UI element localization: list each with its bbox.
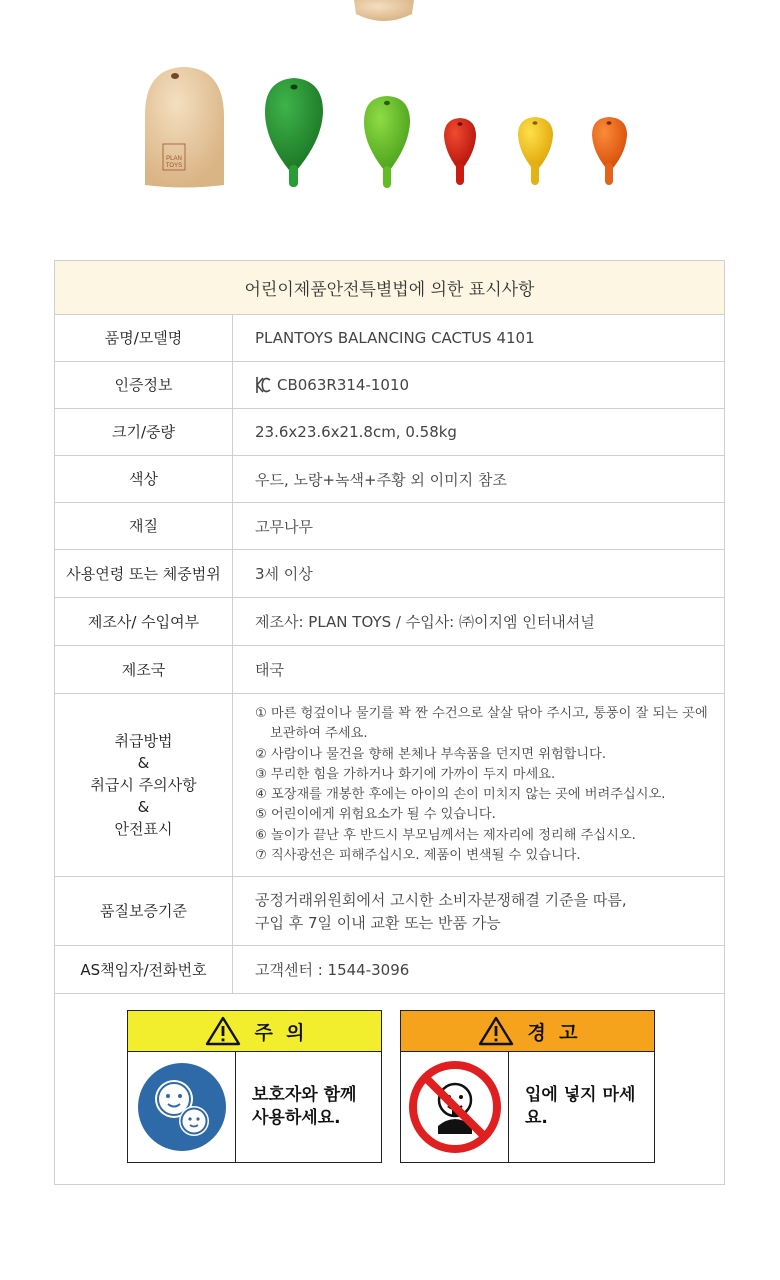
list-item: ④ 포장재를 개봉한 후에는 아이의 손이 미치지 않는 곳에 버려주십시오.	[255, 787, 666, 803]
table-row-as	[55, 946, 724, 994]
row-value: PLANTOYS BALANCING CACTUS 4101	[255, 329, 535, 347]
svg-text:TOYS: TOYS	[165, 163, 183, 169]
red-piece	[444, 118, 476, 185]
row-value: 우드, 노랑+녹색+주황 외 이미지 참조	[255, 470, 507, 489]
row-label: 취급방법 & 취급시 주의사항 & 안전표시	[55, 694, 233, 876]
row-label: 품질보증기준	[55, 877, 233, 945]
table-row-handling	[55, 694, 724, 877]
row-label: 인증정보	[55, 362, 233, 408]
row-label: 품명/모델명	[55, 315, 233, 361]
row-label: 제조국	[55, 646, 233, 693]
row-label: 재질	[55, 503, 233, 549]
row-label: 사용연령 또는 체중범위	[55, 550, 233, 597]
table-row-quality	[55, 877, 724, 946]
orange-piece	[592, 117, 627, 185]
table-title: 어린이제품안전특별법에 의한 표시사항	[55, 261, 724, 315]
row-value-line: 구입 후 7일 이내 교환 또는 반품 가능	[255, 914, 501, 932]
caution-text-line: 사용하세요.	[252, 1108, 341, 1128]
kc-certification-icon	[255, 376, 271, 394]
row-value-line: 공정거래위원회에서 고시한 소비자분쟁해결 기준을 따름,	[255, 891, 627, 909]
table-row-model	[55, 315, 724, 362]
row-value: 고무나무	[255, 517, 313, 536]
row-value: 3세 이상	[255, 565, 313, 583]
row-value: 23.6x23.6x21.8cm, 0.58kg	[255, 423, 457, 441]
row-label: AS책임자/전화번호	[55, 946, 233, 993]
warning-text-line: 입에 넣지 마세요.	[525, 1085, 636, 1128]
list-item: ③ 무리한 힘을 가하거나 화기에 가까이 두지 마세요.	[255, 766, 556, 782]
logo-stamp: PLAN	[166, 156, 182, 162]
no-mouthing-icon	[408, 1060, 502, 1154]
row-value: 고객센터 : 1544-3096	[255, 961, 410, 979]
warning-sign	[400, 1010, 655, 1163]
table-row-size	[55, 409, 724, 456]
guardian-with-child-icon	[136, 1061, 228, 1153]
yellow-piece	[518, 117, 553, 185]
row-value: CB063R314-1010	[277, 376, 410, 394]
warning-triangle-icon	[478, 1016, 514, 1046]
warning-triangle-icon	[205, 1016, 241, 1046]
wood-base-piece	[145, 67, 224, 188]
row-value: 태국	[255, 661, 284, 679]
warning-title: 경 고	[527, 1021, 578, 1044]
list-item: ⑥ 놀이가 끝난 후 반드시 부모님께서는 제자리에 정리해 주십시오.	[255, 827, 636, 843]
list-item: ① 마른 헝겊이나 물기를 꽉 짠 수건으로 살살 닦아 주시고, 통풍이 잘 되는 곳에 보관하여 주세요.	[255, 706, 708, 742]
product-pieces-illustration	[0, 0, 780, 230]
caution-sign	[127, 1010, 382, 1163]
safety-signs-area	[55, 994, 724, 1184]
row-value: 제조사: PLAN TOYS / 수입사: ㈜이지엠 인터내셔널	[255, 613, 595, 631]
table-row-color	[55, 456, 724, 503]
table-row-cert	[55, 362, 724, 409]
product-safety-info-table	[54, 260, 725, 1185]
row-label: 제조사/ 수입여부	[55, 598, 233, 645]
list-item: ⑦ 직사광선은 피해주십시오. 제품이 변색될 수 있습니다.	[255, 848, 581, 864]
green-light-piece	[364, 96, 410, 188]
green-dark-piece	[265, 78, 323, 187]
row-label: 색상	[55, 456, 233, 502]
table-row-country	[55, 646, 724, 694]
table-row-material	[55, 503, 724, 550]
list-item: ② 사람이나 물건을 향해 본체나 부속품을 던지면 위험합니다.	[255, 746, 607, 762]
handling-instructions-list	[233, 694, 724, 876]
list-item: ⑤ 어린이에게 위험요소가 될 수 있습니다.	[255, 807, 496, 823]
wood-base-top-piece	[354, 0, 414, 21]
table-row-maker	[55, 598, 724, 646]
caution-text-line: 보호자와 함께	[252, 1085, 357, 1105]
table-row-age	[55, 550, 724, 598]
caution-title: 주 의	[254, 1021, 305, 1044]
row-label: 크기/중량	[55, 409, 233, 455]
